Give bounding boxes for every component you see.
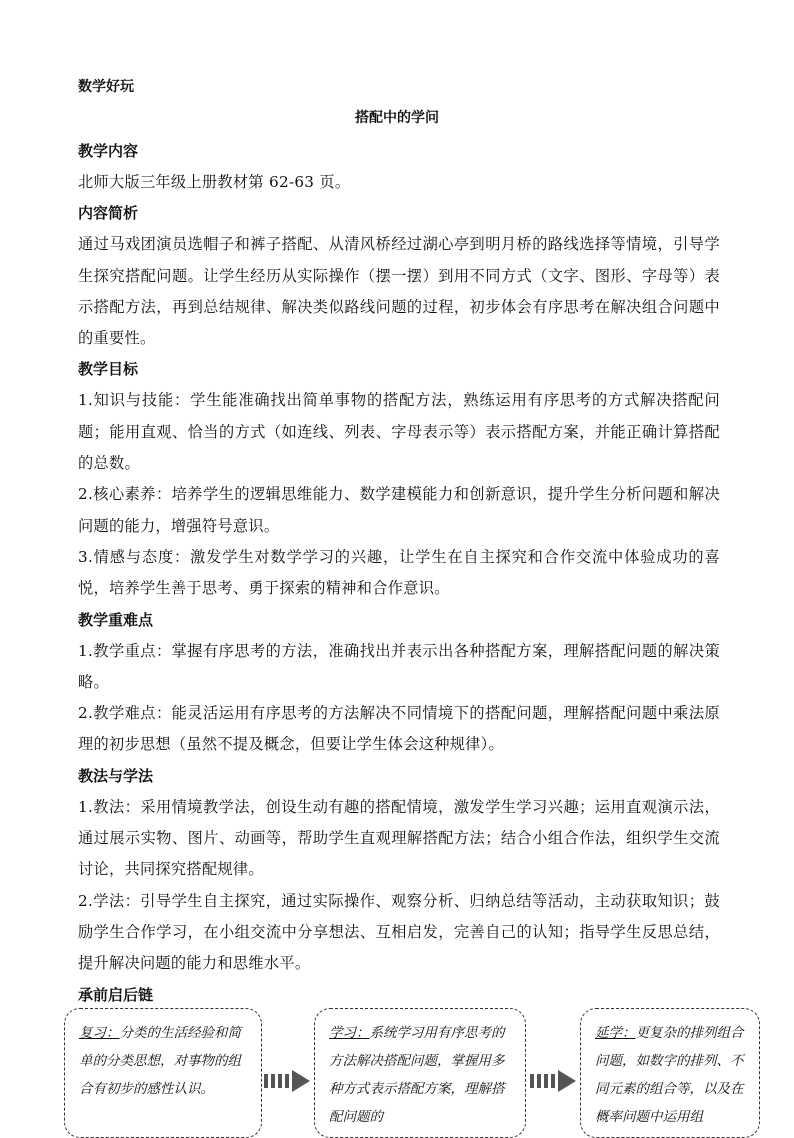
section-heading: 内容简析: [78, 204, 139, 223]
section-paragraph: 1.教法：采用情境教学法，创设生动有趣的搭配情境，激发学生学习兴趣；运用直观演示法，通过展示实物、图片、动画等，帮助学生直观理解搭配方法；结合小组合作法，组织学生交流讨论，共同探究搭配规律。: [78, 797, 720, 879]
striped-arrow-icon: [264, 1070, 310, 1092]
study-tag: 学习：: [329, 1025, 370, 1041]
section-heading: 教法与学法: [78, 766, 154, 785]
extension-tag: 延学：: [595, 1025, 636, 1041]
section-paragraph: 2.学法：引导学生自主探究，通过实际操作、观察分析、归纳总结等活动，主动获取知识；鼓励学生合作学习，在小组交流中分享想法、互相启发，完善自己的认知；指导学生反思总结，提升解决问题的能力和思维水平。: [78, 891, 720, 973]
section-key-points: [78, 605, 720, 761]
section-content: [78, 136, 720, 198]
review-box: [64, 1008, 262, 1138]
section-paragraph: 3.情感与态度：激发学生对数学学习的兴趣，让学生在自主探究和合作交流中体验成功的喜悦，培养学生善于思考、勇于探索的精神和合作意识。: [78, 547, 720, 598]
section-paragraph: 通过马戏团演员选帽子和裤子搭配、从清风桥经过湖心亭到明月桥的路线选择等情境，引导学生探究搭配问题。让学生经历从实际操作（摆一摆）到用不同方式（文字、图形、字母等）表示搭配方法，再到总结规律、解决类似路线问题的过程，初步体会有序思考在解决组合问题中的重要性。: [78, 235, 720, 348]
section-paragraph: 2.核心素养：培养学生的逻辑思维能力、数学建模能力和创新意识，提升学生分析问题和解决问题的能力，增强符号意识。: [78, 485, 720, 535]
review-tag: 复习：: [79, 1025, 120, 1041]
section-heading: 教学重难点: [78, 610, 154, 629]
extension-text: 更复杂的排列组合问题，如数字的排列、不同元素的组合等，以及在概率问题中运用组: [595, 1025, 744, 1125]
section-chain: [78, 980, 720, 1011]
study-box: [314, 1008, 526, 1138]
section-paragraph: 1.教学重点：掌握有序思考的方法，准确找出并表示出各种搭配方案，理解搭配问题的解决策略。: [78, 641, 720, 691]
section-analysis: [78, 198, 720, 354]
extension-box: [580, 1008, 760, 1138]
page-title: 搭配中的学问: [355, 110, 439, 126]
review-text: 分类的生活经验和简单的分类思想，对事物的组合有初步的感性认识。: [79, 1025, 241, 1097]
connection-flow: [0, 1008, 794, 1123]
striped-arrow-icon: [530, 1070, 576, 1092]
section-goals: [78, 354, 720, 604]
top-label: 数学好玩: [78, 79, 134, 95]
section-paragraph: 2.教学难点：能灵活运用有序思考的方法解决不同情境下的搭配问题，理解搭配问题中乘法原理的初步思想（虽然不提及概念，但要让学生体会这种规律）。: [78, 704, 720, 754]
section-paragraph: 1.知识与技能：学生能准确找出简单事物的搭配方法，熟练运用有序思考的方式解决搭配问题；能用直观、恰当的方式（如连线、列表、字母表示等）表示搭配方案，并能正确计算搭配的总数。: [78, 391, 720, 473]
document-body: [78, 136, 720, 1011]
study-text: 系统学习用有序思考的方法解决搭配问题，掌握用多种方式表示搭配方案，理解搭配问题的: [329, 1025, 505, 1125]
section-heading: 教学内容: [78, 142, 139, 160]
section-heading: 承前启后链: [78, 985, 154, 1004]
section-paragraph: 北师大版三年级上册教材第 62-63 页。: [78, 173, 351, 191]
section-heading: 教学目标: [78, 360, 139, 379]
section-methods: [78, 761, 720, 980]
